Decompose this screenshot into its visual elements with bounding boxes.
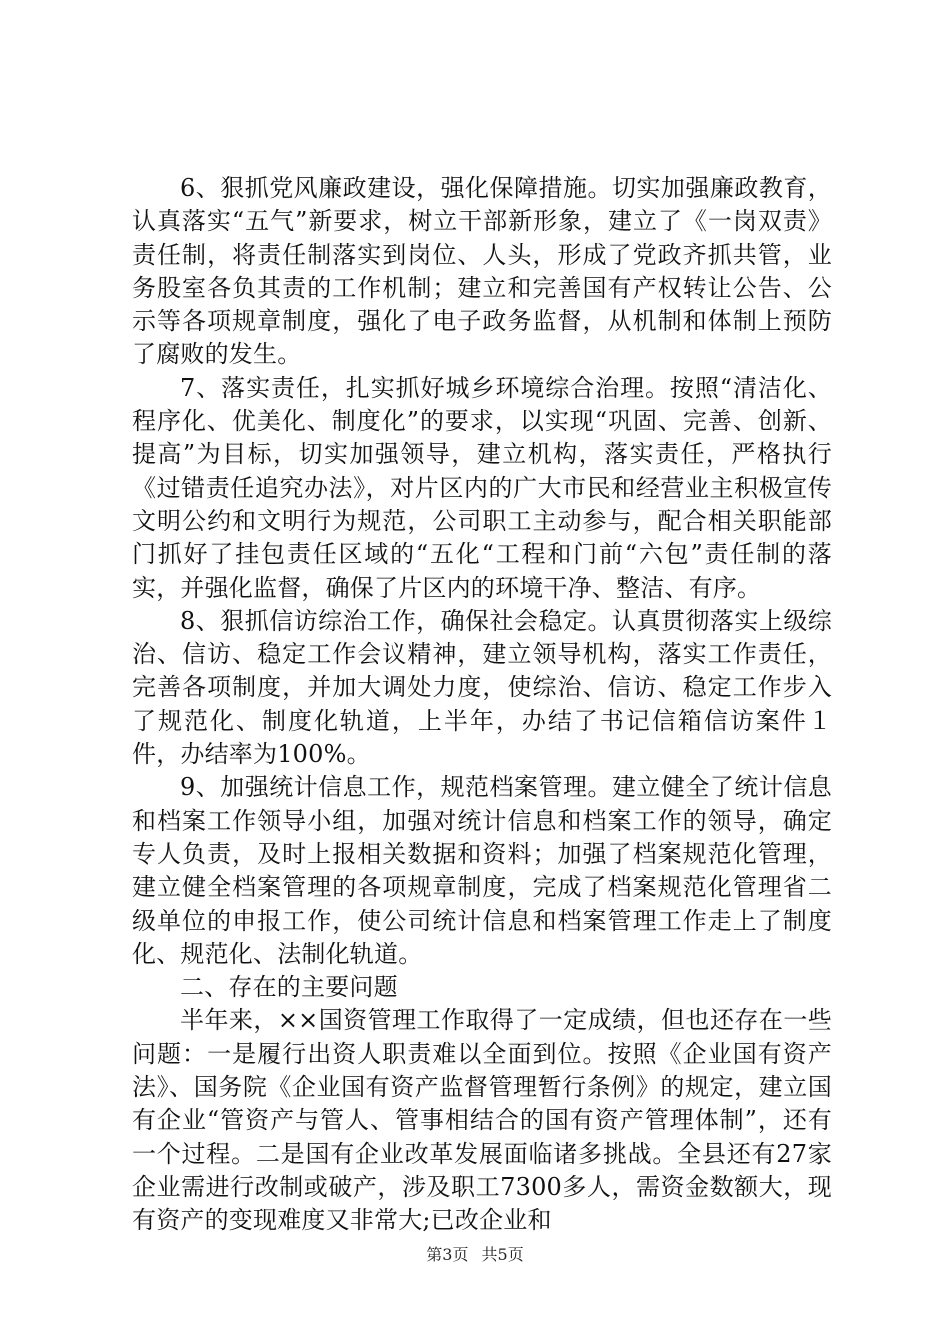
page-total: 共5页	[481, 1245, 524, 1264]
page-number: 第3页	[426, 1245, 469, 1264]
paragraph-item-6: 6、狠抓党风廉政建设，强化保障措施。切实加强廉政教育，认真落实“五气”新要求，树立干部新形象，建立了《一岗双责》责任制，将责任制落实到岗位、人头，形成了党政齐抓共管，业务股室各负其责的工作机制；建立和完善国有产权转让公告、公示等各项规章制度，强化了电子政务监督，从机制和体制上预防了腐败的发生。	[132, 174, 832, 369]
document-body	[132, 172, 832, 1238]
paragraph-item-9: 9、加强统计信息工作，规范档案管理。建立健全了统计信息和档案工作领导小组，加强对统计信息和档案工作的领导，确定专人负责，及时上报相关数据和资料；加强了档案规范化管理，建立健全档案管理的各项规章制度，完成了档案规范化管理省二级单位的申报工作，使公司统计信息和档案管理工作走上了制度化、规范化、法制化轨道。	[132, 773, 832, 968]
paragraph-problems: 半年来，××国资管理工作取得了一定成绩，但也还存在一些问题：一是履行出资人职责难以全面到位。按照《企业国有资产法》、国务院《企业国有资产监督管理暂行条例》的规定，建立国有企业“管资产与管人、管事相结合的国有资产管理体制”，还有一个过程。二是国有企业改革发展面临诸多挑战。全县还有27家企业需进行改制或破产，涉及职工7300多人，需资金数额大，现有资产的变现难度又非常大;已改企业和	[132, 1006, 832, 1235]
paragraph-item-8: 8、狠抓信访综治工作，确保社会稳定。认真贯彻落实上级综治、信访、稳定工作会议精神，建立领导机构，落实工作责任，完善各项制度，并加大调处力度，使综治、信访、稳定工作步入了规范化、制度化轨道，上半年，办结了书记信箱信访案件１件，办结率为100%。	[132, 606, 832, 769]
paragraph-item-7: 7、落实责任，扎实抓好城乡环境综合治理。按照“清洁化、程序化、优美化、制度化”的要求，以实现“巩固、完善、创新、提高”为目标，切实加强领导，建立机构，落实责任，严格执行《过错责任追究办法》，对片区内的广大市民和经营业主积极宣传文明公约和文明行为规范，公司职工主动参与，配合相关职能部门抓好了挂包责任区域的“五化“工程和门前“六包”责任制的落实，并强化监督，确保了片区内的环境干净、整洁、有序。	[132, 373, 832, 602]
page-footer	[0, 1245, 950, 1265]
section-heading: 二、存在的主要问题	[180, 973, 398, 1002]
